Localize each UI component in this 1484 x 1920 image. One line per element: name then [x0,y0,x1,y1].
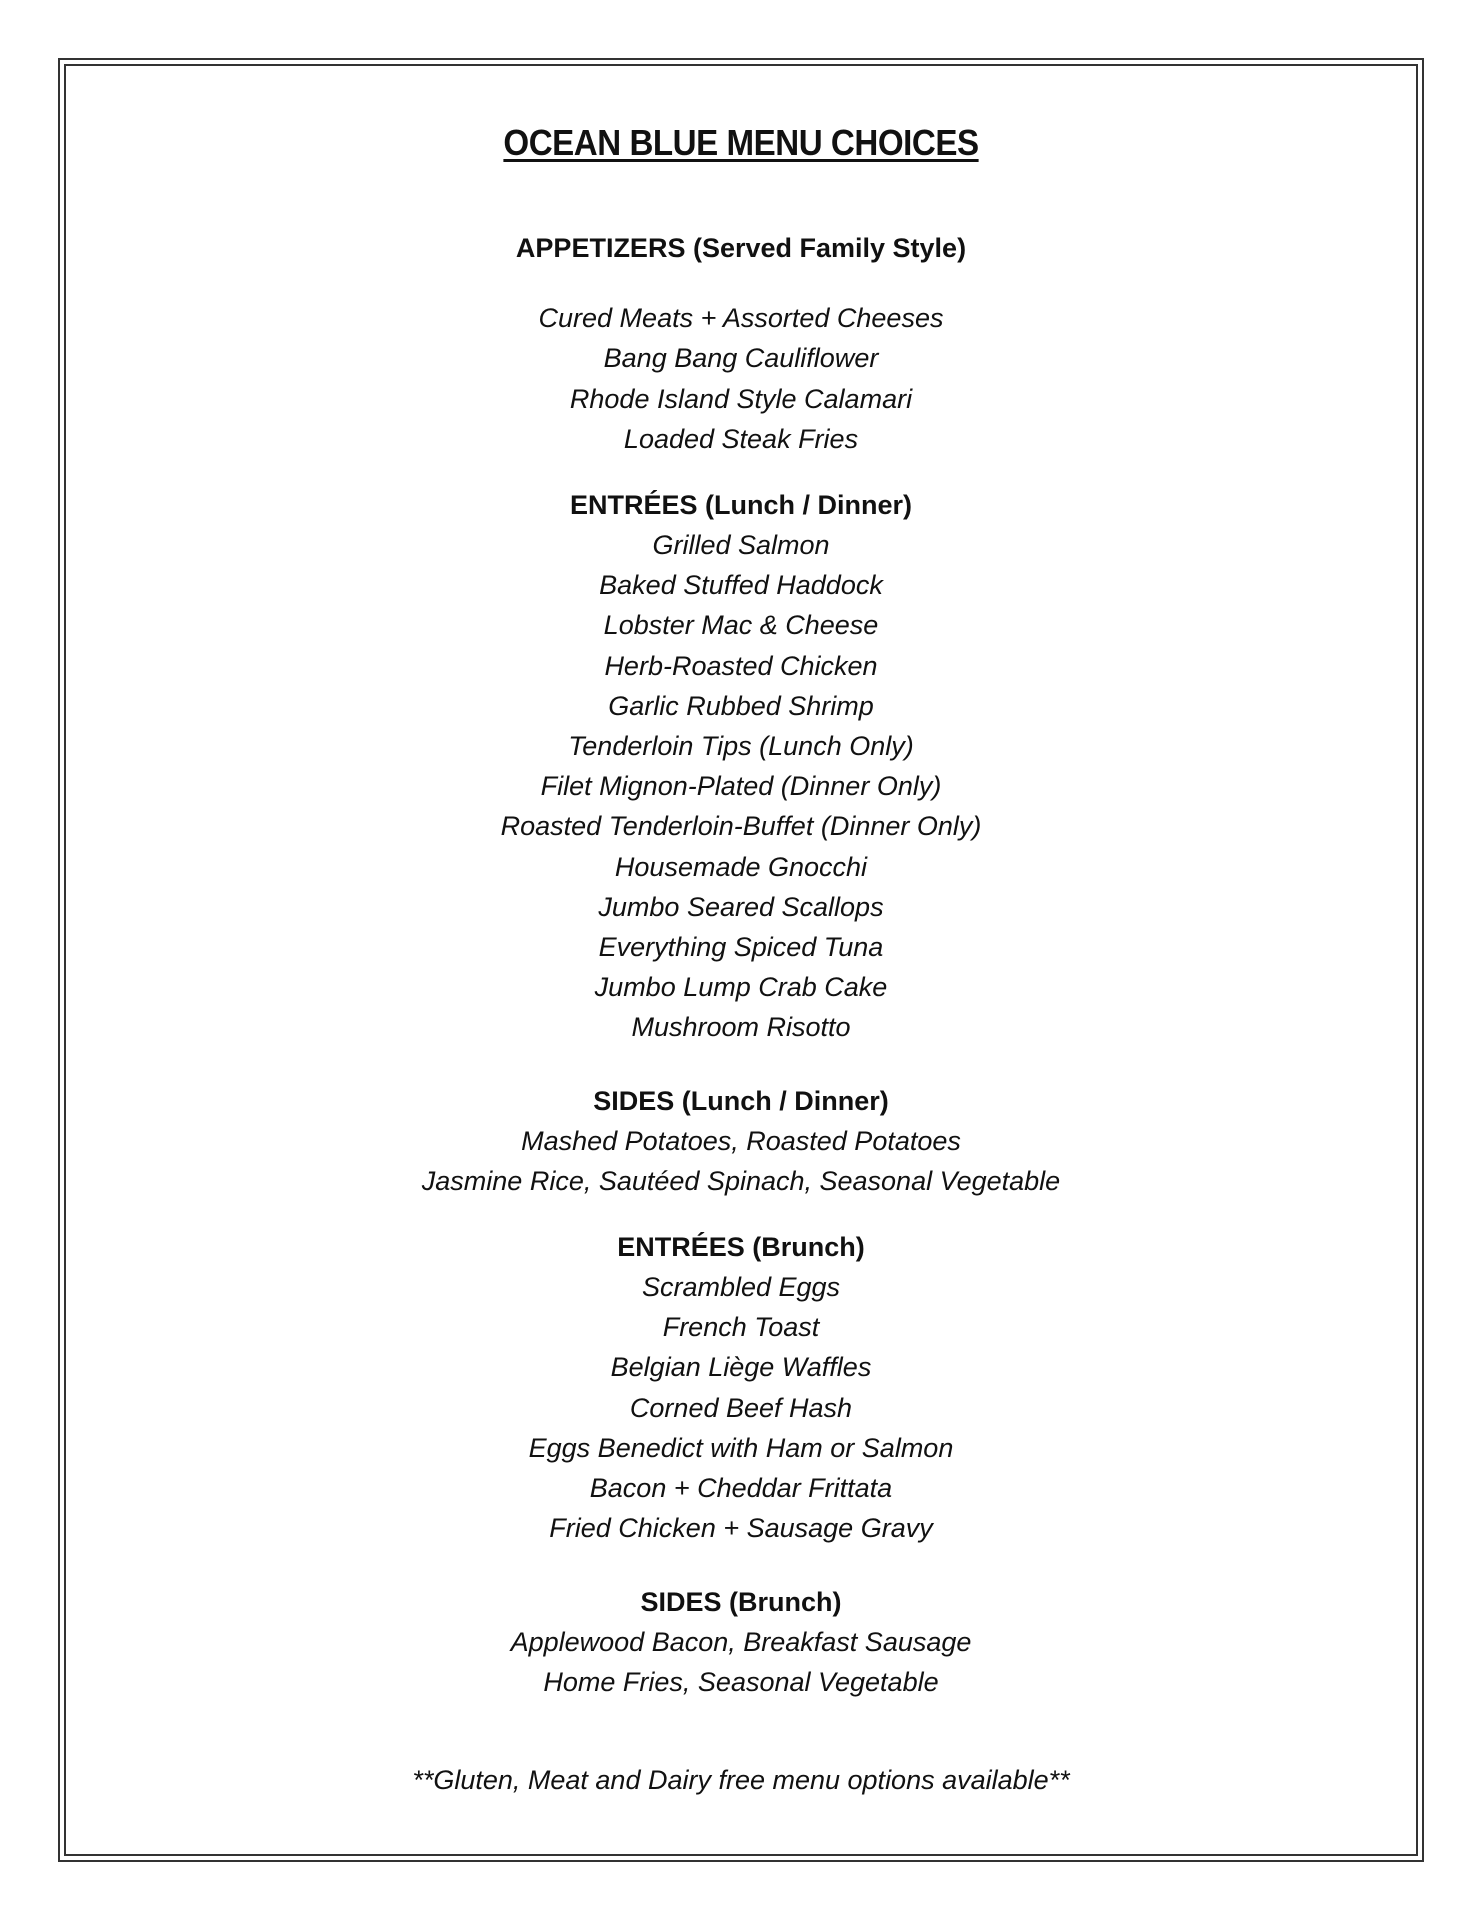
menu-item: Jasmine Rice, Sautéed Spinach, Seasonal Vegetable [421,1166,1061,1197]
menu-item: Cured Meats + Assorted Cheeses [538,303,944,333]
menu-item: Eggs Benedict with Ham or Salmon [528,1432,954,1463]
menu-item: Mashed Potatoes, Roasted Potatoes [521,1126,961,1156]
section-heading: SIDES (Lunch / Dinner) [593,1086,889,1116]
section-appetizers [60,228,1422,459]
menu-item: Rhode Island Style Calamari [569,383,913,414]
menu-item: Garlic Rubbed Shrimp [608,690,874,721]
menu-item: Belgian Liège Waffles [610,1352,872,1383]
menu-item: Scrambled Eggs [641,1272,841,1302]
menu-item: Baked Stuffed Haddock [599,570,883,601]
menu-item: Applewood Bacon, Breakfast Sausage [510,1627,972,1657]
section-heading: APPETIZERS (Served Family Style) [515,233,967,263]
menu-item: Filet Mignon-Plated (Dinner Only) [540,771,942,802]
section-heading: ENTRÉES (Lunch / Dinner) [569,490,912,520]
menu-item: Roasted Tenderloin-Buffet (Dinner Only) [500,811,982,842]
menu-item: Herb-Roasted Chicken [604,650,878,681]
menu-item: Everything Spiced Tuna [598,932,884,963]
menu-item: Corned Beef Hash [629,1392,853,1423]
menu-item: Mushroom Risotto [631,1012,851,1043]
menu-item: Bacon + Cheddar Frittata [589,1473,893,1504]
section-entrees-brunch [60,1227,1422,1548]
menu-item: Lobster Mac & Cheese [603,610,879,641]
menu-item: French Toast [662,1312,820,1343]
menu-item: Loaded Steak Fries [623,423,859,454]
menu-item: Jumbo Lump Crab Cake [594,972,888,1003]
menu-list [60,525,1422,1048]
menu-item: Grilled Salmon [652,530,830,560]
menu-item: Bang Bang Cauliflower [603,343,879,374]
menu-item: Fried Chicken + Sausage Gravy [549,1513,933,1544]
menu-list [60,1121,1422,1201]
section-heading: SIDES (Brunch) [640,1587,842,1617]
menu-item: Jumbo Seared Scallops [598,891,884,922]
page-border-outer [58,58,1424,1862]
section-sides-brunch [60,1582,1422,1702]
menu-list [60,298,1422,459]
menu-list [60,1622,1422,1702]
section-entrees-lunch-dinner [60,485,1422,1048]
menu-item: Housemade Gnocchi [614,851,868,882]
section-sides-lunch-dinner [60,1081,1422,1201]
menu-item: Tenderloin Tips (Lunch Only) [568,731,914,762]
section-heading: ENTRÉES (Brunch) [617,1232,865,1262]
page-title: OCEAN BLUE MENU CHOICES [503,122,979,163]
menu-item: Home Fries, Seasonal Vegetable [543,1667,939,1698]
menu-list [60,1267,1422,1548]
dietary-footnote: **Gluten, Meat and Dairy free menu options available** [412,1765,1070,1795]
menu-content [60,60,1422,1860]
